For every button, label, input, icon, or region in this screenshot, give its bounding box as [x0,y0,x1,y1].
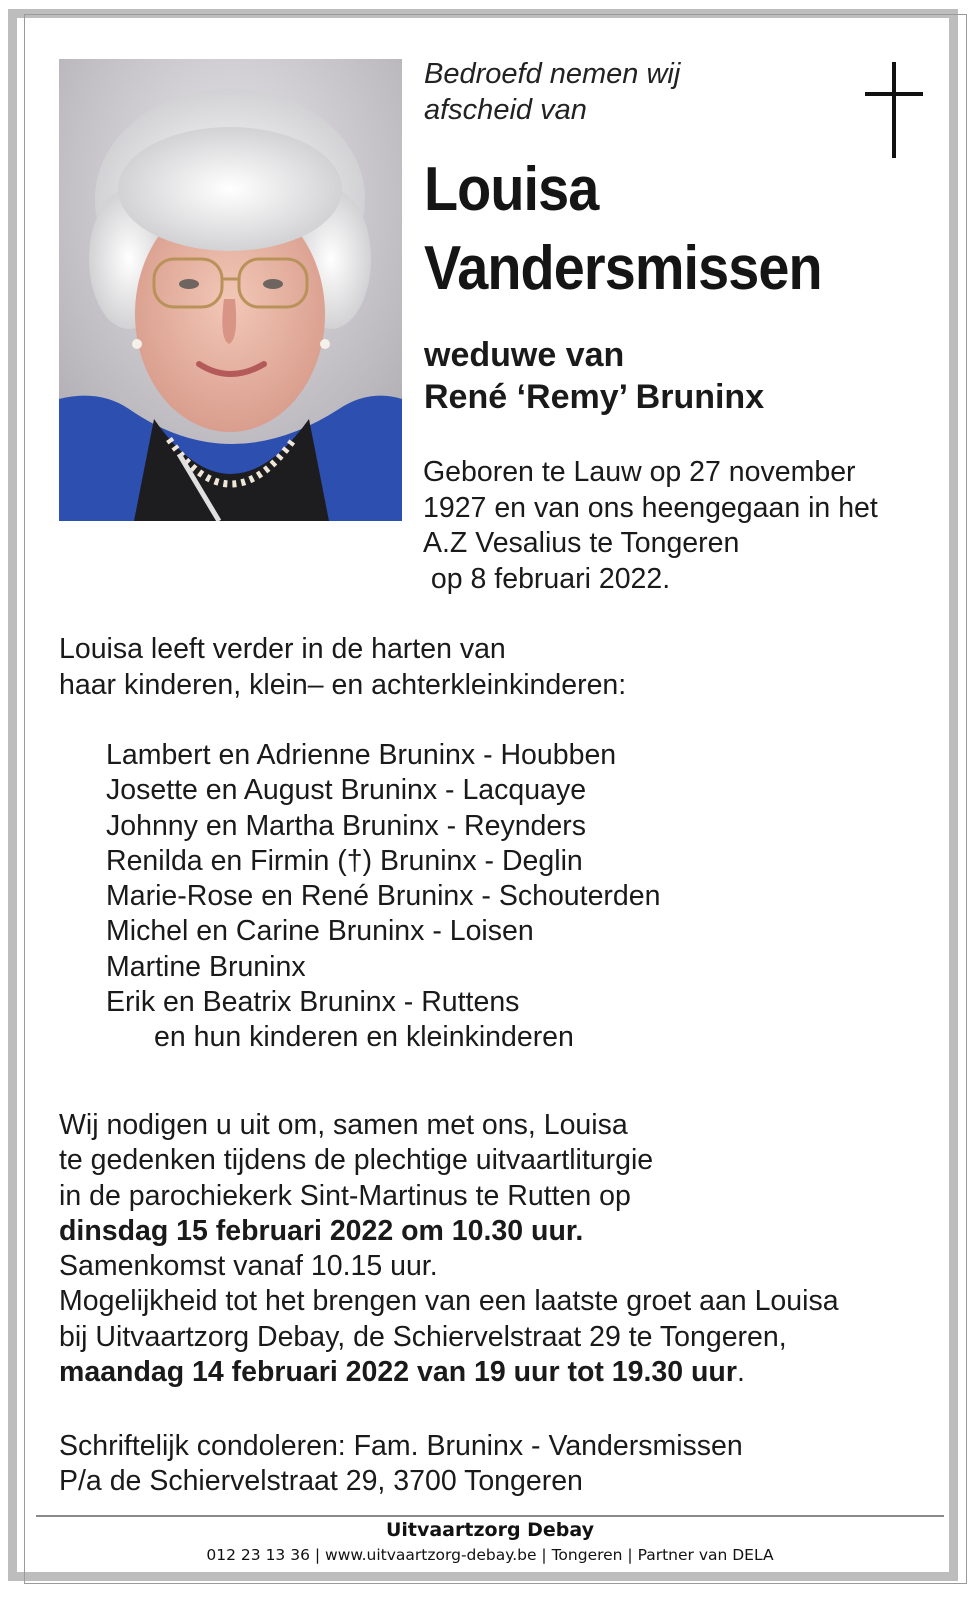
family-member: Erik en Beatrix Bruninx - Ruttens [106,986,520,1019]
invite-line: in de parochiekerk Sint-Martinus te Rutten op [59,1179,631,1212]
lives-on-text [59,632,626,703]
family-suffix: en hun kinderen en kleinkinderen [154,1021,574,1054]
intro-line: afscheid van [424,94,587,126]
invite-line: Wij nodigen u uit om, samen met ons, Louisa [59,1109,628,1141]
family-member: Marie-Rose en René Bruninx - Schouterden [106,880,661,913]
condolence-line: P/a de Schiervelstraat 29, 3700 Tongeren [59,1465,583,1498]
gathering-time: Samenkomst vanaf 10.15 uur. [59,1250,438,1283]
lives-line: haar kinderen, klein– en achterkleinkinderen: [59,668,627,701]
invite-line: bij Uitvaartzorg Debay, de Schiervelstraat 29 te Tongeren, [59,1320,787,1353]
visit-date [59,1355,839,1390]
death-date-line: op 8 februari 2022. [423,562,671,595]
portrait-photo [59,59,402,521]
footer-divider [36,1515,944,1517]
invite-line: Mogelijkheid tot het brengen van een laatste groet aan Louisa [59,1285,839,1318]
funeral-invitation [59,1108,839,1390]
invite-line: te gedenken tijdens de plechtige uitvaartliturgie [59,1144,654,1177]
family-member: Lambert en Adrienne Bruninx - Houbben [106,739,617,771]
family-list [106,738,660,1056]
service-date-text: dinsdag 15 februari 2022 om 10.30 uur. [59,1214,584,1247]
latin-cross-icon [865,62,923,158]
spouse-name: René ‘Remy’ Bruninx [424,378,765,416]
birth-line: 1927 en van ons heengegaan in het [423,491,878,524]
family-member: Renilda en Firmin (†) Bruninx - Deglin [106,844,583,877]
lives-line: Louisa leeft verder in de harten van [59,633,506,665]
first-name: Louisa [424,155,599,224]
condolence-address [59,1429,743,1500]
condolence-line: Schriftelijk condoleren: Fam. Bruninx - Vandersmissen [59,1430,743,1462]
birth-line: Geboren te Lauw op 27 november [423,456,856,488]
widow-label: weduwe van [424,336,625,374]
family-member: Johnny en Martha Bruninx - Reynders [106,809,586,842]
footer-company: Uitvaartzorg Debay [385,1519,595,1541]
family-member: Michel en Carine Bruninx - Loisen [106,915,534,948]
deceased-name [424,150,822,308]
widow-of [424,334,764,418]
intro-line: Bedroefd nemen wij [424,58,681,90]
family-member: Martine Bruninx [106,950,306,983]
visit-date-end: . [736,1356,745,1389]
visit-date-text: maandag 14 februari 2022 van 19 uur tot 19.30 uur [59,1356,737,1389]
intro-text [424,56,680,128]
footer-contact: 012 23 13 36 | www.uitvaartzorg-debay.be | Tongeren | Partner van DELA [206,1546,774,1564]
service-date [59,1214,839,1249]
birth-line: A.Z Vesalius te Tongeren [423,527,740,559]
family-member: Josette en August Bruninx - Lacquaye [106,774,587,807]
last-name: Vandersmissen [424,234,822,303]
birth-death-info [423,455,878,597]
